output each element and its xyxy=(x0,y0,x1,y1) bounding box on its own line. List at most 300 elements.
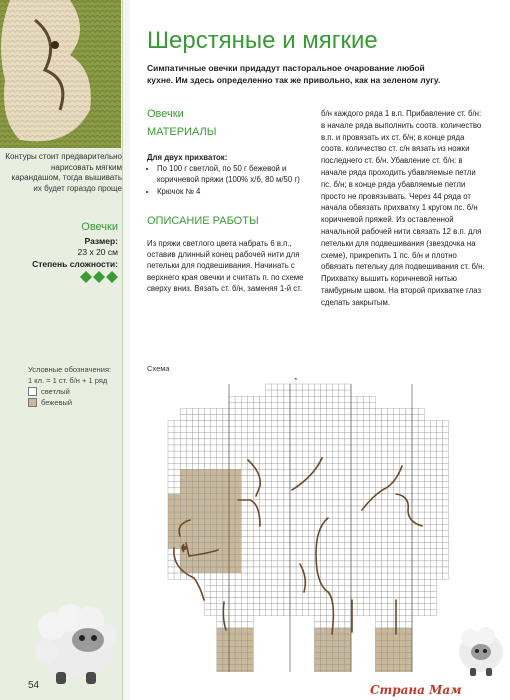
grid-cell xyxy=(424,567,430,573)
grid-cell xyxy=(223,457,229,463)
grid-cell xyxy=(375,427,381,433)
grid-cell xyxy=(333,408,339,414)
grid-cell xyxy=(394,415,400,421)
grid-cell xyxy=(278,445,284,451)
grid-cell xyxy=(394,640,400,646)
grid-cell xyxy=(278,604,284,610)
grid-cell xyxy=(247,494,253,500)
grid-cell xyxy=(363,573,369,579)
grid-cell xyxy=(186,463,192,469)
grid-cell xyxy=(308,567,314,573)
grid-cell xyxy=(284,598,290,604)
grid-cell xyxy=(272,585,278,591)
grid-cell xyxy=(199,439,205,445)
grid-cell xyxy=(199,482,205,488)
grid-cell xyxy=(382,659,388,665)
grid-cell xyxy=(235,622,241,628)
grid-cell xyxy=(253,610,259,616)
grid-cell xyxy=(229,408,235,414)
grid-cell xyxy=(388,549,394,555)
grid-cell xyxy=(235,591,241,597)
grid-cell xyxy=(424,427,430,433)
grid-cell xyxy=(375,561,381,567)
grid-cell xyxy=(363,421,369,427)
grid-cell xyxy=(345,488,351,494)
grid-cell xyxy=(229,616,235,622)
grid-cell xyxy=(406,488,412,494)
grid-cell xyxy=(296,530,302,536)
grid-cell xyxy=(394,433,400,439)
grid-cell xyxy=(382,494,388,500)
difficulty-label: Степень сложности: xyxy=(32,259,118,269)
grid-cell xyxy=(284,396,290,402)
grid-cell xyxy=(339,469,345,475)
grid-cell xyxy=(406,451,412,457)
grid-cell xyxy=(278,469,284,475)
grid-cell xyxy=(192,482,198,488)
grid-cell xyxy=(217,482,223,488)
grid-cell xyxy=(180,451,186,457)
grid-cell xyxy=(223,549,229,555)
grid-cell xyxy=(192,463,198,469)
grid-cell xyxy=(241,463,247,469)
grid-cell xyxy=(223,665,229,671)
grid-cell xyxy=(333,445,339,451)
grid-cell xyxy=(302,549,308,555)
grid-cell xyxy=(418,463,424,469)
grid-cell xyxy=(308,500,314,506)
grid-cell xyxy=(400,634,406,640)
grid-cell xyxy=(388,567,394,573)
grid-cell xyxy=(241,445,247,451)
grid-cell xyxy=(235,537,241,543)
grid-cell xyxy=(260,494,266,500)
grid-cell xyxy=(168,421,174,427)
grid-cell xyxy=(333,530,339,536)
grid-cell xyxy=(235,494,241,500)
grid-cell xyxy=(302,421,308,427)
grid-cell xyxy=(321,421,327,427)
grid-cell xyxy=(412,598,418,604)
grid-cell xyxy=(406,604,412,610)
grid-cell xyxy=(363,585,369,591)
grid-cell xyxy=(424,439,430,445)
grid-cell xyxy=(321,506,327,512)
grid-cell xyxy=(168,427,174,433)
grid-cell xyxy=(260,573,266,579)
grid-cell xyxy=(211,591,217,597)
grid-cell xyxy=(327,402,333,408)
grid-cell xyxy=(357,543,363,549)
sheep-figurine-small-image xyxy=(456,622,506,678)
grid-cell xyxy=(394,506,400,512)
grid-cell xyxy=(321,500,327,506)
grid-cell xyxy=(321,512,327,518)
grid-cell xyxy=(308,463,314,469)
grid-cell xyxy=(388,573,394,579)
grid-cell xyxy=(400,427,406,433)
grid-cell xyxy=(314,652,320,658)
grid-cell xyxy=(314,659,320,665)
grid-cell xyxy=(308,537,314,543)
grid-cell xyxy=(394,573,400,579)
grid-cell xyxy=(357,567,363,573)
grid-cell xyxy=(327,549,333,555)
grid-cell xyxy=(430,421,436,427)
grid-cell xyxy=(217,421,223,427)
grid-cell xyxy=(406,439,412,445)
grid-cell xyxy=(296,494,302,500)
grid-cell xyxy=(375,512,381,518)
grid-cell xyxy=(266,469,272,475)
grid-cell xyxy=(284,457,290,463)
grid-cell xyxy=(369,537,375,543)
grid-cell xyxy=(345,665,351,671)
grid-cell xyxy=(302,518,308,524)
grid-cell xyxy=(430,549,436,555)
grid-cell xyxy=(406,427,412,433)
grid-cell xyxy=(382,561,388,567)
grid-cell xyxy=(260,585,266,591)
grid-cell xyxy=(400,537,406,543)
grid-cell xyxy=(247,646,253,652)
grid-cell xyxy=(363,591,369,597)
grid-cell xyxy=(345,530,351,536)
grid-cell xyxy=(424,457,430,463)
grid-cell xyxy=(253,396,259,402)
grid-cell xyxy=(223,512,229,518)
grid-cell xyxy=(278,494,284,500)
grid-cell xyxy=(235,415,241,421)
grid-cell xyxy=(205,561,211,567)
grid-cell xyxy=(400,445,406,451)
grid-cell xyxy=(382,585,388,591)
grid-cell xyxy=(424,476,430,482)
grid-cell xyxy=(388,646,394,652)
grid-cell xyxy=(235,659,241,665)
grid-cell xyxy=(418,585,424,591)
grid-cell xyxy=(369,488,375,494)
grid-cell xyxy=(247,433,253,439)
grid-cell xyxy=(308,604,314,610)
grid-cell xyxy=(229,646,235,652)
grid-cell xyxy=(321,482,327,488)
grid-cell xyxy=(382,457,388,463)
grid-cell xyxy=(321,543,327,549)
grid-cell xyxy=(260,506,266,512)
grid-cell xyxy=(363,561,369,567)
grid-cell xyxy=(394,555,400,561)
grid-cell xyxy=(436,518,442,524)
grid-cell xyxy=(247,659,253,665)
grid-cell xyxy=(217,579,223,585)
grid-cell xyxy=(180,506,186,512)
grid-cell xyxy=(363,427,369,433)
grid-cell xyxy=(351,591,357,597)
grid-cell xyxy=(174,463,180,469)
grid-cell xyxy=(290,469,296,475)
grid-cell xyxy=(357,463,363,469)
grid-cell xyxy=(217,494,223,500)
crochet-scheme-grid xyxy=(164,378,456,672)
grid-cell xyxy=(357,518,363,524)
photo-caption: Контуры стоит предварительно нарисовать мягким карандашом, тогда вышивать их будет гораздо проще xyxy=(5,152,122,193)
grid-cell xyxy=(217,561,223,567)
grid-cell xyxy=(406,469,412,475)
grid-cell xyxy=(229,427,235,433)
grid-cell xyxy=(443,494,449,500)
grid-cell xyxy=(266,421,272,427)
grid-cell xyxy=(217,640,223,646)
grid-cell xyxy=(363,488,369,494)
grid-cell xyxy=(333,482,339,488)
grid-cell xyxy=(247,671,253,672)
grid-cell xyxy=(296,555,302,561)
grid-cell xyxy=(217,433,223,439)
grid-cell xyxy=(333,591,339,597)
grid-cell xyxy=(253,591,259,597)
grid-cell xyxy=(321,427,327,433)
grid-cell xyxy=(321,622,327,628)
grid-cell xyxy=(351,469,357,475)
grid-cell xyxy=(375,549,381,555)
grid-cell xyxy=(321,390,327,396)
grid-cell xyxy=(375,408,381,414)
grid-cell xyxy=(260,433,266,439)
grid-cell xyxy=(272,421,278,427)
grid-cell xyxy=(266,384,272,390)
grid-cell xyxy=(260,543,266,549)
grid-cell xyxy=(272,537,278,543)
grid-cell xyxy=(296,518,302,524)
grid-cell xyxy=(192,567,198,573)
grid-cell xyxy=(290,561,296,567)
grid-cell xyxy=(436,457,442,463)
grid-cell xyxy=(272,543,278,549)
grid-cell xyxy=(406,640,412,646)
grid-cell xyxy=(168,530,174,536)
grid-cell xyxy=(199,494,205,500)
grid-cell xyxy=(260,402,266,408)
grid-cell xyxy=(339,512,345,518)
grid-cell xyxy=(302,408,308,414)
grid-cell xyxy=(205,604,211,610)
grid-cell xyxy=(339,610,345,616)
grid-cell xyxy=(266,494,272,500)
grid-cell xyxy=(412,573,418,579)
grid-cell xyxy=(369,549,375,555)
grid-cell xyxy=(302,500,308,506)
grid-cell xyxy=(253,579,259,585)
grid-cell xyxy=(314,384,320,390)
grid-cell xyxy=(174,518,180,524)
grid-cell xyxy=(412,506,418,512)
grid-cell xyxy=(235,445,241,451)
grid-cell xyxy=(388,585,394,591)
grid-cell xyxy=(235,396,241,402)
grid-cell xyxy=(266,579,272,585)
grid-cell xyxy=(235,482,241,488)
grid-cell xyxy=(308,512,314,518)
grid-cell xyxy=(375,524,381,530)
grid-cell xyxy=(211,537,217,543)
grid-cell xyxy=(223,433,229,439)
grid-cell xyxy=(436,494,442,500)
grid-cell xyxy=(211,476,217,482)
grid-cell xyxy=(241,659,247,665)
grid-cell xyxy=(290,439,296,445)
grid-cell xyxy=(260,561,266,567)
grid-cell xyxy=(333,476,339,482)
grid-cell xyxy=(217,665,223,671)
grid-cell xyxy=(436,427,442,433)
grid-cell xyxy=(412,530,418,536)
grid-cell xyxy=(199,573,205,579)
grid-cell xyxy=(296,396,302,402)
grid-cell xyxy=(266,506,272,512)
grid-cell xyxy=(253,524,259,530)
grid-cell xyxy=(351,415,357,421)
grid-cell xyxy=(205,427,211,433)
grid-cell xyxy=(333,494,339,500)
grid-cell xyxy=(266,524,272,530)
grid-cell xyxy=(235,421,241,427)
grid-cell xyxy=(424,537,430,543)
grid-cell xyxy=(302,524,308,530)
grid-cell xyxy=(290,427,296,433)
grid-cell xyxy=(278,598,284,604)
grid-cell xyxy=(412,585,418,591)
grid-cell xyxy=(394,512,400,518)
grid-cell xyxy=(345,622,351,628)
grid-cell xyxy=(217,591,223,597)
grid-cell xyxy=(406,646,412,652)
grid-cell xyxy=(241,530,247,536)
grid-cell xyxy=(327,439,333,445)
grid-cell xyxy=(357,591,363,597)
grid-cell xyxy=(192,506,198,512)
grid-cell xyxy=(290,524,296,530)
grid-cell xyxy=(357,488,363,494)
grid-cell xyxy=(284,579,290,585)
grid-cell xyxy=(363,439,369,445)
grid-cell xyxy=(363,604,369,610)
grid-cell xyxy=(333,415,339,421)
grid-cell xyxy=(278,561,284,567)
grid-cell xyxy=(223,494,229,500)
color-swatch xyxy=(28,398,37,407)
grid-cell xyxy=(443,543,449,549)
grid-cell xyxy=(382,445,388,451)
grid-cell xyxy=(308,427,314,433)
grid-cell xyxy=(351,537,357,543)
grid-cell xyxy=(345,561,351,567)
grid-cell xyxy=(351,396,357,402)
grid-cell xyxy=(400,604,406,610)
grid-cell xyxy=(174,537,180,543)
grid-cell xyxy=(241,622,247,628)
grid-cell xyxy=(223,482,229,488)
grid-cell xyxy=(241,646,247,652)
grid-cell xyxy=(180,494,186,500)
grid-cell xyxy=(382,604,388,610)
grid-cell xyxy=(436,433,442,439)
grid-cell xyxy=(375,530,381,536)
grid-cell xyxy=(369,524,375,530)
grid-cell xyxy=(174,427,180,433)
grid-cell xyxy=(351,573,357,579)
grid-cell xyxy=(284,439,290,445)
grid-cell xyxy=(351,433,357,439)
grid-cell xyxy=(272,494,278,500)
grid-cell xyxy=(180,433,186,439)
grid-cell xyxy=(260,408,266,414)
grid-cell xyxy=(290,482,296,488)
grid-cell xyxy=(278,579,284,585)
grid-cell xyxy=(192,439,198,445)
grid-cell xyxy=(192,476,198,482)
grid-cell xyxy=(314,445,320,451)
grid-cell xyxy=(290,451,296,457)
grid-cell xyxy=(223,585,229,591)
grid-cell xyxy=(412,524,418,530)
grid-cell xyxy=(229,506,235,512)
grid-cell xyxy=(223,421,229,427)
grid-cell xyxy=(217,628,223,634)
grid-cell xyxy=(278,402,284,408)
grid-cell xyxy=(430,518,436,524)
grid-cell xyxy=(272,433,278,439)
grid-cell xyxy=(357,561,363,567)
grid-cell xyxy=(223,408,229,414)
grid-cell xyxy=(351,402,357,408)
grid-cell xyxy=(253,482,259,488)
grid-cell xyxy=(418,591,424,597)
grid-cell xyxy=(302,488,308,494)
grid-cell xyxy=(375,451,381,457)
grid-cell xyxy=(412,537,418,543)
grid-cell xyxy=(278,451,284,457)
grid-cell xyxy=(235,579,241,585)
grid-cell xyxy=(375,567,381,573)
grid-cell xyxy=(272,506,278,512)
grid-cell xyxy=(278,512,284,518)
grid-cell xyxy=(229,439,235,445)
grid-cell xyxy=(290,512,296,518)
grid-cell xyxy=(400,573,406,579)
grid-cell xyxy=(382,579,388,585)
grid-cell xyxy=(260,591,266,597)
grid-cell xyxy=(308,433,314,439)
grid-cell xyxy=(400,579,406,585)
materials-block xyxy=(147,152,307,197)
grid-cell xyxy=(296,402,302,408)
grid-cell xyxy=(363,610,369,616)
grid-cell xyxy=(223,530,229,536)
grid-cell xyxy=(174,506,180,512)
grid-cell xyxy=(260,421,266,427)
grid-cell xyxy=(199,488,205,494)
grid-cell xyxy=(290,573,296,579)
grid-cell xyxy=(327,543,333,549)
grid-cell xyxy=(363,543,369,549)
article-name: Овечки xyxy=(147,108,184,120)
grid-cell xyxy=(174,469,180,475)
grid-cell xyxy=(418,427,424,433)
grid-cell xyxy=(388,530,394,536)
grid-cell xyxy=(296,451,302,457)
grid-cell xyxy=(382,408,388,414)
